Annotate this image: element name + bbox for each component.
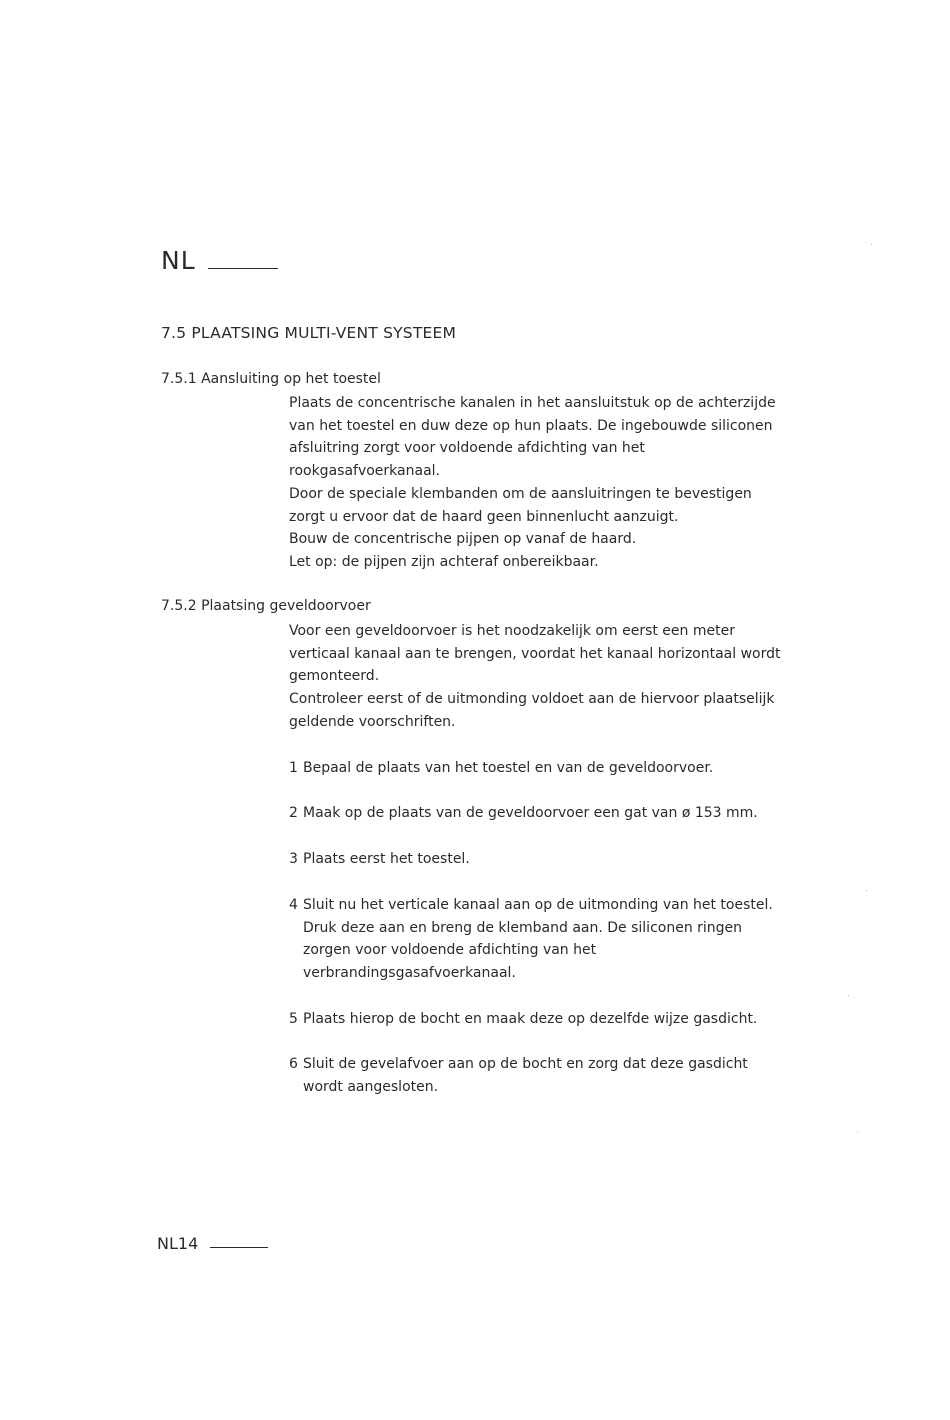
step-3 [289, 848, 809, 871]
step-line: Sluit nu het verticale kanaal aan op de uitmonding van het toestel. [303, 897, 773, 913]
scan-speck [848, 995, 849, 996]
header-rule [208, 268, 278, 269]
subsection-title-aansluiting: 7.5.1 Aansluiting op het toestel [161, 371, 381, 387]
step-line: Maak op de plaats van de geveldoorvoer een gat van ø 153 mm. [303, 805, 758, 821]
body-line: Controleer eerst of de uitmonding voldoet aan de hiervoor plaatselijk [289, 691, 775, 708]
body-line: Bouw de concentrische pijpen op vanaf de haard. [289, 531, 637, 548]
step-text [303, 894, 809, 985]
body-line: Let op: de pijpen zijn achteraf onbereikbaar. [289, 553, 599, 570]
step-line: verbrandingsgasafvoerkanaal. [303, 965, 516, 982]
section-title: 7.5 PLAATSING MULTI-VENT SYSTEEM [161, 324, 457, 342]
scan-speck [871, 244, 872, 245]
language-code: NL [161, 246, 196, 275]
step-text [303, 848, 809, 871]
body-line: Voor een geveldoorvoer is het noodzakelijk om eerst een meter [289, 623, 735, 639]
body-line: van het toestel en duw deze op hun plaats. De ingebouwde siliconen [289, 417, 773, 434]
step-text [303, 1053, 809, 1098]
body-line: gemonteerd. [289, 668, 380, 685]
page-number: NL14 [157, 1234, 199, 1253]
language-header [161, 246, 278, 275]
step-number: 2 [289, 805, 298, 821]
step-line: Bepaal de plaats van het toestel en van de geveldoorvoer. [303, 760, 714, 776]
step-line: wordt aangesloten. [303, 1078, 439, 1095]
step-line: Sluit de gevelafvoer aan op de bocht en zorg dat deze gasdicht [303, 1056, 748, 1072]
step-2 [289, 802, 809, 825]
body-line: geldende voorschriften. [289, 713, 456, 730]
step-5 [289, 1008, 809, 1031]
step-number: 1 [289, 760, 298, 776]
page-footer [157, 1234, 268, 1253]
footer-rule [210, 1247, 268, 1248]
step-number: 6 [289, 1056, 298, 1072]
body-line: zorgt u ervoor dat de haard geen binnenlucht aanzuigt. [289, 508, 679, 525]
scan-speck [866, 890, 867, 891]
step-1 [289, 757, 809, 780]
subsection-title-geveldoorvoer: 7.5.2 Plaatsing geveldoorvoer [161, 598, 371, 614]
step-line: Druk deze aan en breng de klemband aan. De siliconen ringen [303, 919, 743, 936]
body-line: Door de speciale klembanden om de aansluitringen te bevestigen [289, 485, 752, 502]
body-line: Plaats de concentrische kanalen in het aansluitstuk op de achterzijde [289, 395, 776, 411]
step-4 [289, 894, 809, 985]
step-line: Plaats eerst het toestel. [303, 851, 470, 867]
step-line: zorgen voor voldoende afdichting van het [303, 942, 597, 959]
subsection-geveldoorvoer-body [289, 620, 809, 734]
body-line: verticaal kanaal aan te brengen, voordat het kanaal horizontaal wordt [289, 645, 781, 662]
scan-speck [857, 1132, 858, 1133]
body-line: rookgasafvoerkanaal. [289, 463, 440, 480]
body-line: afsluitring zorgt voor voldoende afdichting van het [289, 440, 645, 457]
step-number: 5 [289, 1011, 298, 1027]
step-line: Plaats hierop de bocht en maak deze op dezelfde wijze gasdicht. [303, 1011, 758, 1027]
step-number: 4 [289, 897, 298, 913]
subsection-aansluiting-body [289, 392, 809, 574]
step-number: 3 [289, 851, 298, 867]
step-text [303, 802, 809, 825]
step-text [303, 757, 809, 780]
step-6 [289, 1053, 809, 1098]
step-text [303, 1008, 809, 1031]
